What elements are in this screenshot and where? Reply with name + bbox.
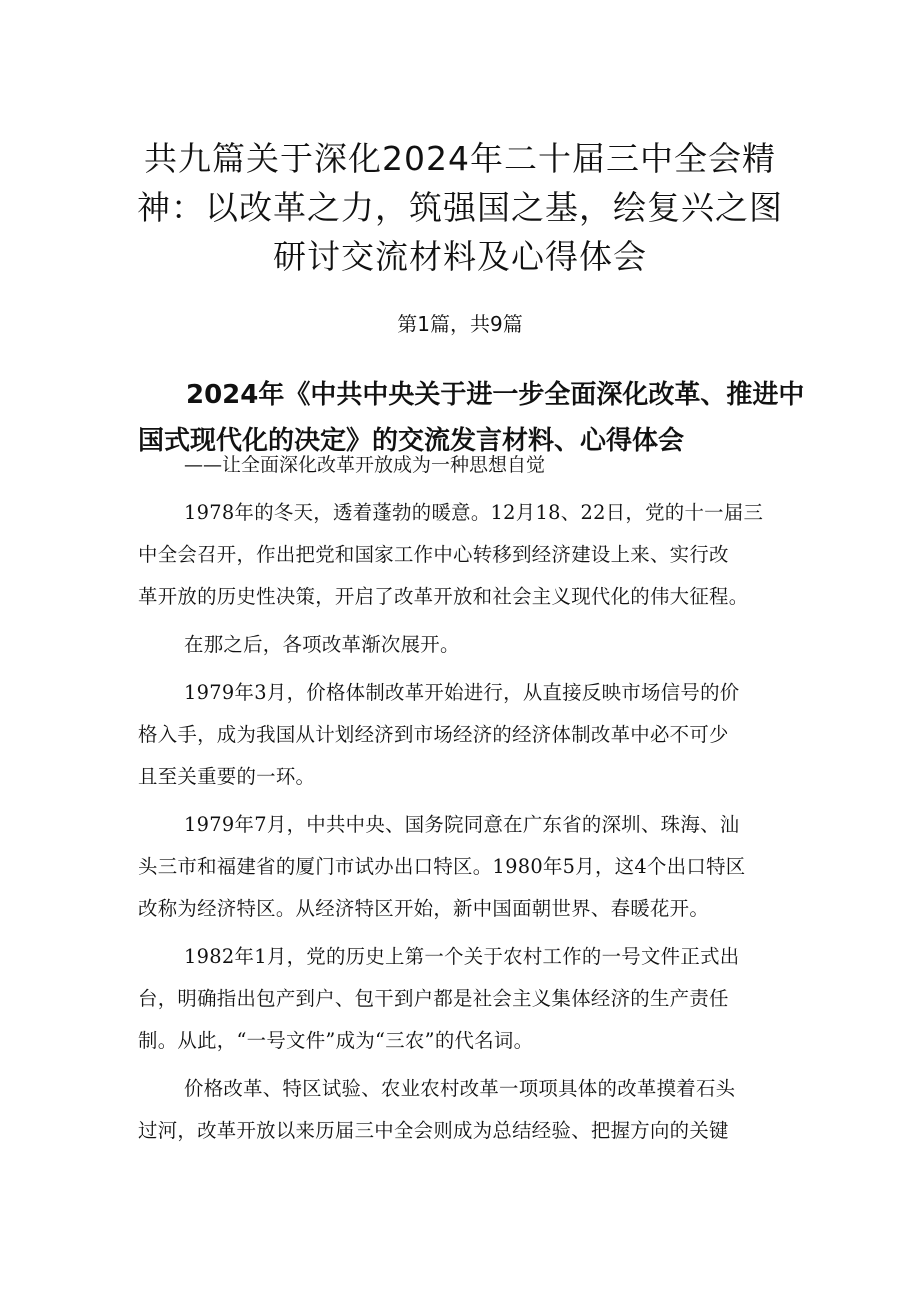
text-line: 且至关重要的一环。 (138, 765, 316, 788)
paragraph (138, 936, 798, 1062)
text-line: 过河，改革开放以来历届三中全会则成为总结经验、把握方向的关键 (138, 1119, 729, 1142)
paragraph (138, 492, 798, 618)
title-line: 共九篇关于深化2024年二十届三中全会精 (144, 139, 776, 179)
section-title-line: 国式现代化的决定》的交流发言材料、心得体会 (138, 425, 685, 456)
text-line: 价格改革、特区试验、农业农村改革一项项具体的改革摸着石头 (184, 1077, 736, 1100)
text-line: 头三市和福建省的厦门市试办出口特区。1980年5月，这4个出口特区 (138, 855, 746, 878)
section-title-line: 2024年《中共中央关于进一步全面深化改革、推进中 (186, 379, 805, 410)
text-line: 中全会召开，作出把党和国家工作中心转移到经济建设上来、实行改 (138, 543, 729, 566)
text-line: 1978年的冬天，透着蓬勃的暖意。12月18、22日，党的十一届三 (184, 501, 764, 524)
text-line: 1982年1月，党的历史上第一个关于农村工作的一号文件正式出 (184, 945, 740, 968)
text-line: 在那之后，各项改革渐次展开。 (184, 633, 460, 656)
text-line: 格入手，成为我国从计划经济到市场经济的经济体制改革中必不可少 (138, 723, 729, 746)
title-line: 研讨交流材料及心得体会 (273, 237, 647, 277)
paragraph (138, 804, 798, 930)
text-line: 1979年7月，中共中央、国务院同意在广东省的深圳、珠海、汕 (184, 813, 740, 836)
text-line: 制。从此，“一号文件”成为“三农”的代名词。 (138, 1029, 534, 1052)
title-line: 神：以改革之力，筑强国之基，绘复兴之图 (137, 188, 783, 228)
subtitle: ——让全面深化改革开放成为一种思想自觉 (184, 454, 546, 476)
text-line: 1979年3月，价格体制改革开始进行，从直接反映市场信号的价 (184, 681, 740, 704)
document-title (110, 134, 810, 281)
paragraph (138, 1068, 798, 1152)
body-text (138, 492, 798, 1158)
text-line: 革开放的历史性决策，开启了改革开放和社会主义现代化的伟大征程。 (138, 585, 749, 608)
paragraph (138, 624, 798, 666)
text-line: 改称为经济特区。从经济特区开始，新中国面朝世界、春暖花开。 (138, 897, 710, 920)
paragraph (138, 672, 798, 798)
text-line: 台，明确指出包产到户、包干到户都是社会主义集体经济的生产责任 (138, 987, 729, 1010)
part-label: 第1篇，共9篇 (397, 312, 523, 336)
